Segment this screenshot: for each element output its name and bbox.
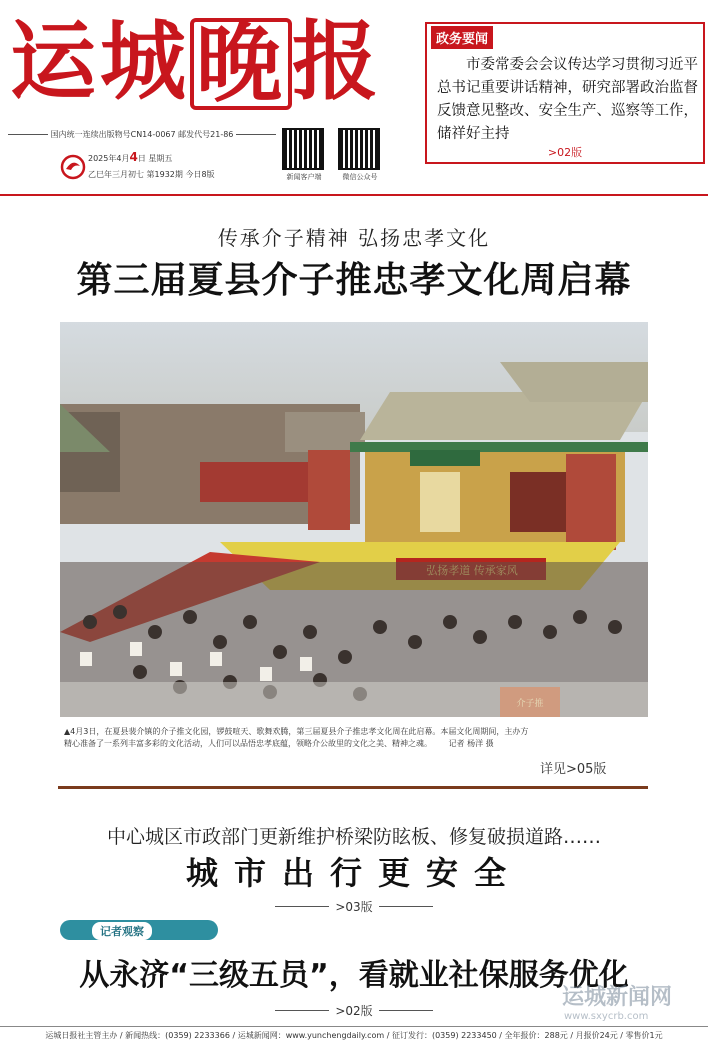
page-footer: 运城日报社主管主办 / 新闻热线：(0359) 2233366 / 运城新闻网：www.yunchengdaily.com / 征订发行：(0359) 2233450 / 全年报价：288元 / 月报价24元 / 零售价1元 xyxy=(0,1026,708,1041)
story2-headline[interactable]: 城市出行更安全 xyxy=(185,854,522,892)
reporter-observation-tag xyxy=(60,920,218,940)
story2-page-ref[interactable]: >03版 xyxy=(335,900,373,914)
watermark-name: 运城新闻网 xyxy=(562,985,673,1010)
lead-subtitle: 传承介子精神 弘扬忠孝文化 xyxy=(217,226,491,250)
news-box-body: 市委常委会会议传达学习贯彻习近平总书记重要讲话精神，研究部署政治监督反馈意见整改、安全生产、巡察等工作，储祥好主持 xyxy=(437,57,698,142)
news-box-tag: 政务要闻 xyxy=(431,26,493,49)
masthead-title xyxy=(10,12,410,112)
issue-lunar-info: 乙巳年三月初七 第1932期 今日8版 xyxy=(88,170,215,179)
qr-app[interactable] xyxy=(282,128,324,170)
story2-subtitle: 中心城区市政部门更新维护桥梁防眩板、修复破损道路…… xyxy=(106,826,601,848)
masthead-title-boxed: 晚 xyxy=(190,18,292,110)
story3-headline[interactable]: 从永济“三级五员”，看就业社保服务优化 xyxy=(79,958,629,993)
lead-photo[interactable] xyxy=(60,322,648,717)
reporter-observation-label: 记者观察 xyxy=(92,922,152,940)
masthead-divider xyxy=(0,194,708,196)
site-watermark xyxy=(532,980,702,1024)
qr-wechat[interactable] xyxy=(338,128,380,170)
story3-page-ref[interactable]: >02版 xyxy=(335,1004,373,1018)
masthead-title-post: 报 xyxy=(292,11,382,112)
qr-code-icon xyxy=(338,128,380,170)
lead-headline[interactable]: 第三届夏县介子推忠孝文化周启幕 xyxy=(76,260,632,301)
watermark-url: www.sxycrb.com xyxy=(564,1011,649,1022)
issue-day: 4 xyxy=(129,150,138,164)
news-box-page-ref[interactable]: >02版 xyxy=(547,146,583,159)
photo-caption-text: ▲4月3日，在夏县裴介镇的介子推文化园，锣鼓喧天、歌舞欢腾，第三届夏县介子推忠孝文化周在此启幕。本届文化周期间，主办方精心准备了一系列丰富多彩的文化活动，人们可以品悟忠孝底蕴，领略介公故里的文化之美、精神之魂。 xyxy=(64,727,529,748)
lead-see-more-link[interactable]: 详见>05版 xyxy=(540,762,607,777)
issue-date: 2025年4月4日 星期五 xyxy=(88,150,173,164)
section-divider xyxy=(58,786,648,789)
photo-caption xyxy=(64,726,534,750)
publication-info-line xyxy=(8,129,276,140)
masthead-title-pre: 运城 xyxy=(10,11,190,112)
qr-app-label: 新闻客户端 xyxy=(286,173,322,181)
newspaper-logo-icon xyxy=(60,154,86,180)
government-news-box[interactable] xyxy=(425,22,705,164)
publication-info: 国内统一连续出版物号CN14-0067 邮发代号21-86 xyxy=(50,130,234,139)
qr-code-icon xyxy=(282,128,324,170)
lead-photo-illustration xyxy=(60,322,648,717)
qr-wechat-label: 微信公众号 xyxy=(342,173,378,181)
photo-credit: 记者 杨洋 摄 xyxy=(448,739,494,748)
story2-page-ref-wrap xyxy=(0,896,708,915)
